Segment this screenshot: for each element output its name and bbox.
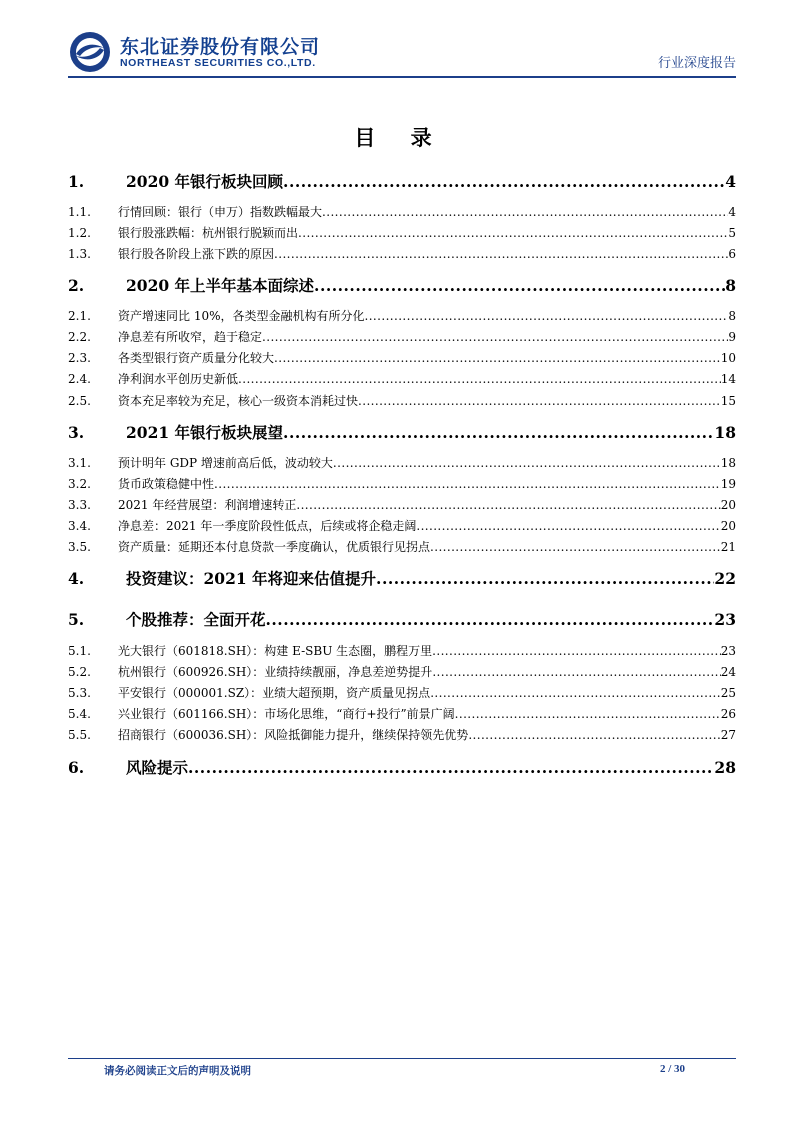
toc-leader-dots	[262, 330, 728, 344]
toc-entry-number: 1.2.	[68, 226, 91, 240]
toc-leader-dots	[283, 172, 725, 191]
toc-entry-title: 招商银行（600036.SH）：风险抵御能力提升，继续保持领先优势	[118, 728, 469, 742]
toc-entry[interactable]	[68, 203, 736, 220]
toc-entry[interactable]	[68, 392, 736, 409]
toc-entry-page: 25	[720, 686, 736, 700]
toc-leader-dots	[430, 686, 721, 700]
company-logo-icon	[68, 30, 112, 74]
toc-entry-title: 个股推荐：全面开花	[126, 610, 266, 629]
toc-entry-page: 9	[728, 330, 736, 344]
toc-entry-number: 2.	[68, 276, 85, 295]
toc-entry-number: 1.	[68, 172, 85, 191]
toc-entry-page: 23	[714, 610, 736, 629]
toc-entry-number: 6.	[68, 758, 85, 777]
toc-entry-page: 4	[728, 205, 736, 219]
toc-entry-title: 平安银行（000001.SZ）：业绩大超预期，资产质量见拐点	[118, 686, 431, 700]
toc-entry[interactable]	[68, 370, 736, 387]
toc-entry-number: 2.5.	[68, 394, 91, 408]
toc-entry[interactable]	[68, 224, 736, 241]
toc-entry-title: 2021 年银行板块展望	[126, 423, 284, 442]
toc-leader-dots	[314, 276, 725, 295]
toc-entry[interactable]	[68, 608, 736, 630]
toc-entry-number: 1.3.	[68, 247, 91, 261]
toc-entry-title: 投资建议：2021 年将迎来估值提升	[126, 569, 377, 588]
toc-entry-title: 银行股涨跌幅：杭州银行脱颖而出	[118, 226, 299, 240]
toc-entry-number: 5.2.	[68, 665, 91, 679]
toc-entry-title: 光大银行（601818.SH）：构建 E-SBU 生态圈，鹏程万里	[118, 644, 433, 658]
toc-entry[interactable]	[68, 245, 736, 262]
toc-entry-page: 8	[725, 276, 736, 295]
toc-entry-page: 20	[720, 519, 736, 533]
toc-entry-number: 5.4.	[68, 707, 91, 721]
toc-entry[interactable]	[68, 328, 736, 345]
toc-entry-page: 21	[720, 540, 736, 554]
toc-entry[interactable]	[68, 475, 736, 492]
toc-entry-title: 净息差有所收窄，趋于稳定	[118, 330, 263, 344]
toc-entry-number: 3.4.	[68, 519, 91, 533]
footer-disclaimer: 请务必阅读正文后的声明及说明	[104, 1065, 251, 1077]
toc-entry-page: 24	[720, 665, 736, 679]
toc-entry[interactable]	[68, 756, 736, 778]
toc-entry-title: 各类型银行资产质量分化较大	[118, 351, 275, 365]
toc-leader-dots	[455, 707, 721, 721]
toc-entry-number: 5.3.	[68, 686, 91, 700]
footer-divider	[68, 1058, 736, 1059]
toc-entry[interactable]	[68, 726, 736, 743]
toc-leader-dots	[238, 372, 721, 386]
toc-entry-title: 银行股各阶段上涨下跌的原因	[118, 247, 275, 261]
toc-leader-dots	[416, 519, 720, 533]
toc-leader-dots	[358, 394, 721, 408]
toc-entry[interactable]	[68, 349, 736, 366]
toc-entry-number: 4.	[68, 569, 85, 588]
toc-entry-number: 3.	[68, 423, 85, 442]
toc-leader-dots	[296, 498, 720, 512]
toc-leader-dots	[432, 644, 721, 658]
toc-entry[interactable]	[68, 642, 736, 659]
toc-entry-page: 19	[720, 477, 736, 491]
toc-leader-dots	[468, 728, 720, 742]
toc-entry-number: 2.1.	[68, 309, 91, 323]
toc-entry-title: 2020 年上半年基本面综述	[126, 276, 315, 295]
toc-entry-page: 14	[720, 372, 736, 386]
toc-entry-page: 18	[720, 456, 736, 470]
toc-entry[interactable]	[68, 567, 736, 589]
toc-leader-dots	[298, 226, 728, 240]
toc-entry-title: 预计明年 GDP 增速前高后低，波动较大	[118, 456, 333, 470]
toc-entry-number: 3.3.	[68, 498, 91, 512]
toc-entry-number: 2.4.	[68, 372, 91, 386]
header-divider	[68, 76, 736, 78]
toc-entry-title: 货币政策稳健中性	[118, 477, 215, 491]
toc-entry-title: 资本充足率较为充足，核心一级资本消耗过快	[118, 394, 359, 408]
toc-entry[interactable]	[68, 170, 736, 192]
toc-entry[interactable]	[68, 454, 736, 471]
toc-entry-page: 8	[728, 309, 736, 323]
toc-entry-title: 风险提示	[126, 758, 189, 777]
toc-leader-dots	[214, 477, 721, 491]
toc-title: 目 录	[354, 126, 446, 150]
toc-entry-number: 3.2.	[68, 477, 91, 491]
toc-entry-page: 22	[714, 569, 736, 588]
toc-entry-number: 3.5.	[68, 540, 91, 554]
toc-entry-title: 2021 年经营展望：利润增速转正	[118, 498, 297, 512]
toc-leader-dots	[376, 569, 714, 588]
toc-entry-title: 兴业银行（601166.SH）：市场化思维，“商行+投行”前景广阔	[118, 707, 455, 721]
toc-leader-dots	[283, 423, 714, 442]
toc-entry[interactable]	[68, 517, 736, 534]
toc-entry-number: 3.1.	[68, 456, 91, 470]
toc-entry-title: 净息差：2021 年一季度阶段性低点，后续或将企稳走阔	[118, 519, 417, 533]
toc-entry-page: 20	[720, 498, 736, 512]
toc-entry[interactable]	[68, 663, 736, 680]
toc-leader-dots	[333, 456, 721, 470]
toc-entry-number: 2.2.	[68, 330, 91, 344]
toc-entry-number: 2.3.	[68, 351, 91, 365]
toc-entry[interactable]	[68, 274, 736, 296]
toc-entry-page: 4	[725, 172, 736, 191]
toc-entry-page: 26	[720, 707, 736, 721]
page-header	[68, 30, 736, 76]
toc-entry[interactable]	[68, 496, 736, 513]
toc-entry-page: 15	[720, 394, 736, 408]
toc-leader-dots	[322, 205, 728, 219]
company-name-en: NORTHEAST SECURITIES CO.,LTD.	[120, 57, 316, 69]
toc-entry-title: 资产增速同比 10%，各类型金融机构有所分化	[118, 309, 365, 323]
toc-entry-page: 6	[728, 247, 736, 261]
toc-entry-title: 行情回顾：银行（申万）指数跌幅最大	[118, 205, 323, 219]
toc-entry-number: 5.5.	[68, 728, 91, 742]
toc-entry-title: 2020 年银行板块回顾	[126, 172, 284, 191]
toc-entry-page: 18	[714, 423, 736, 442]
toc-entry[interactable]	[68, 705, 736, 722]
toc-entry[interactable]	[68, 538, 736, 555]
toc-entry-title: 资产质量：延期还本付息贷款一季度确认，优质银行见拐点	[118, 540, 431, 554]
toc-entry-page: 5	[728, 226, 736, 240]
toc-entry[interactable]	[68, 684, 736, 701]
toc-entry-title: 净利润水平创历史新低	[118, 372, 239, 386]
toc-entry-title: 杭州银行（600926.SH）：业绩持续靓丽，净息差逆势提升	[118, 665, 433, 679]
toc-entry[interactable]	[68, 421, 736, 443]
toc-entry-number: 1.1.	[68, 205, 91, 219]
toc-leader-dots	[432, 665, 720, 679]
toc-entry-page: 10	[720, 351, 736, 365]
toc-entry-number: 5.1.	[68, 644, 91, 658]
toc-leader-dots	[274, 247, 728, 261]
toc-leader-dots	[266, 610, 715, 629]
toc-entry-page: 23	[720, 644, 736, 658]
toc-leader-dots	[365, 309, 729, 323]
toc-leader-dots	[430, 540, 721, 554]
toc-entry[interactable]	[68, 307, 736, 324]
company-name-cn: 东北证券股份有限公司	[120, 36, 321, 58]
toc-entry-page: 28	[714, 758, 736, 777]
report-type: 行业深度报告	[657, 56, 736, 71]
toc-entry-number: 5.	[68, 610, 85, 629]
toc-leader-dots	[274, 351, 721, 365]
toc-entry-page: 27	[720, 728, 736, 742]
toc-leader-dots	[188, 758, 714, 777]
page-number: 2 / 30	[660, 1063, 686, 1075]
